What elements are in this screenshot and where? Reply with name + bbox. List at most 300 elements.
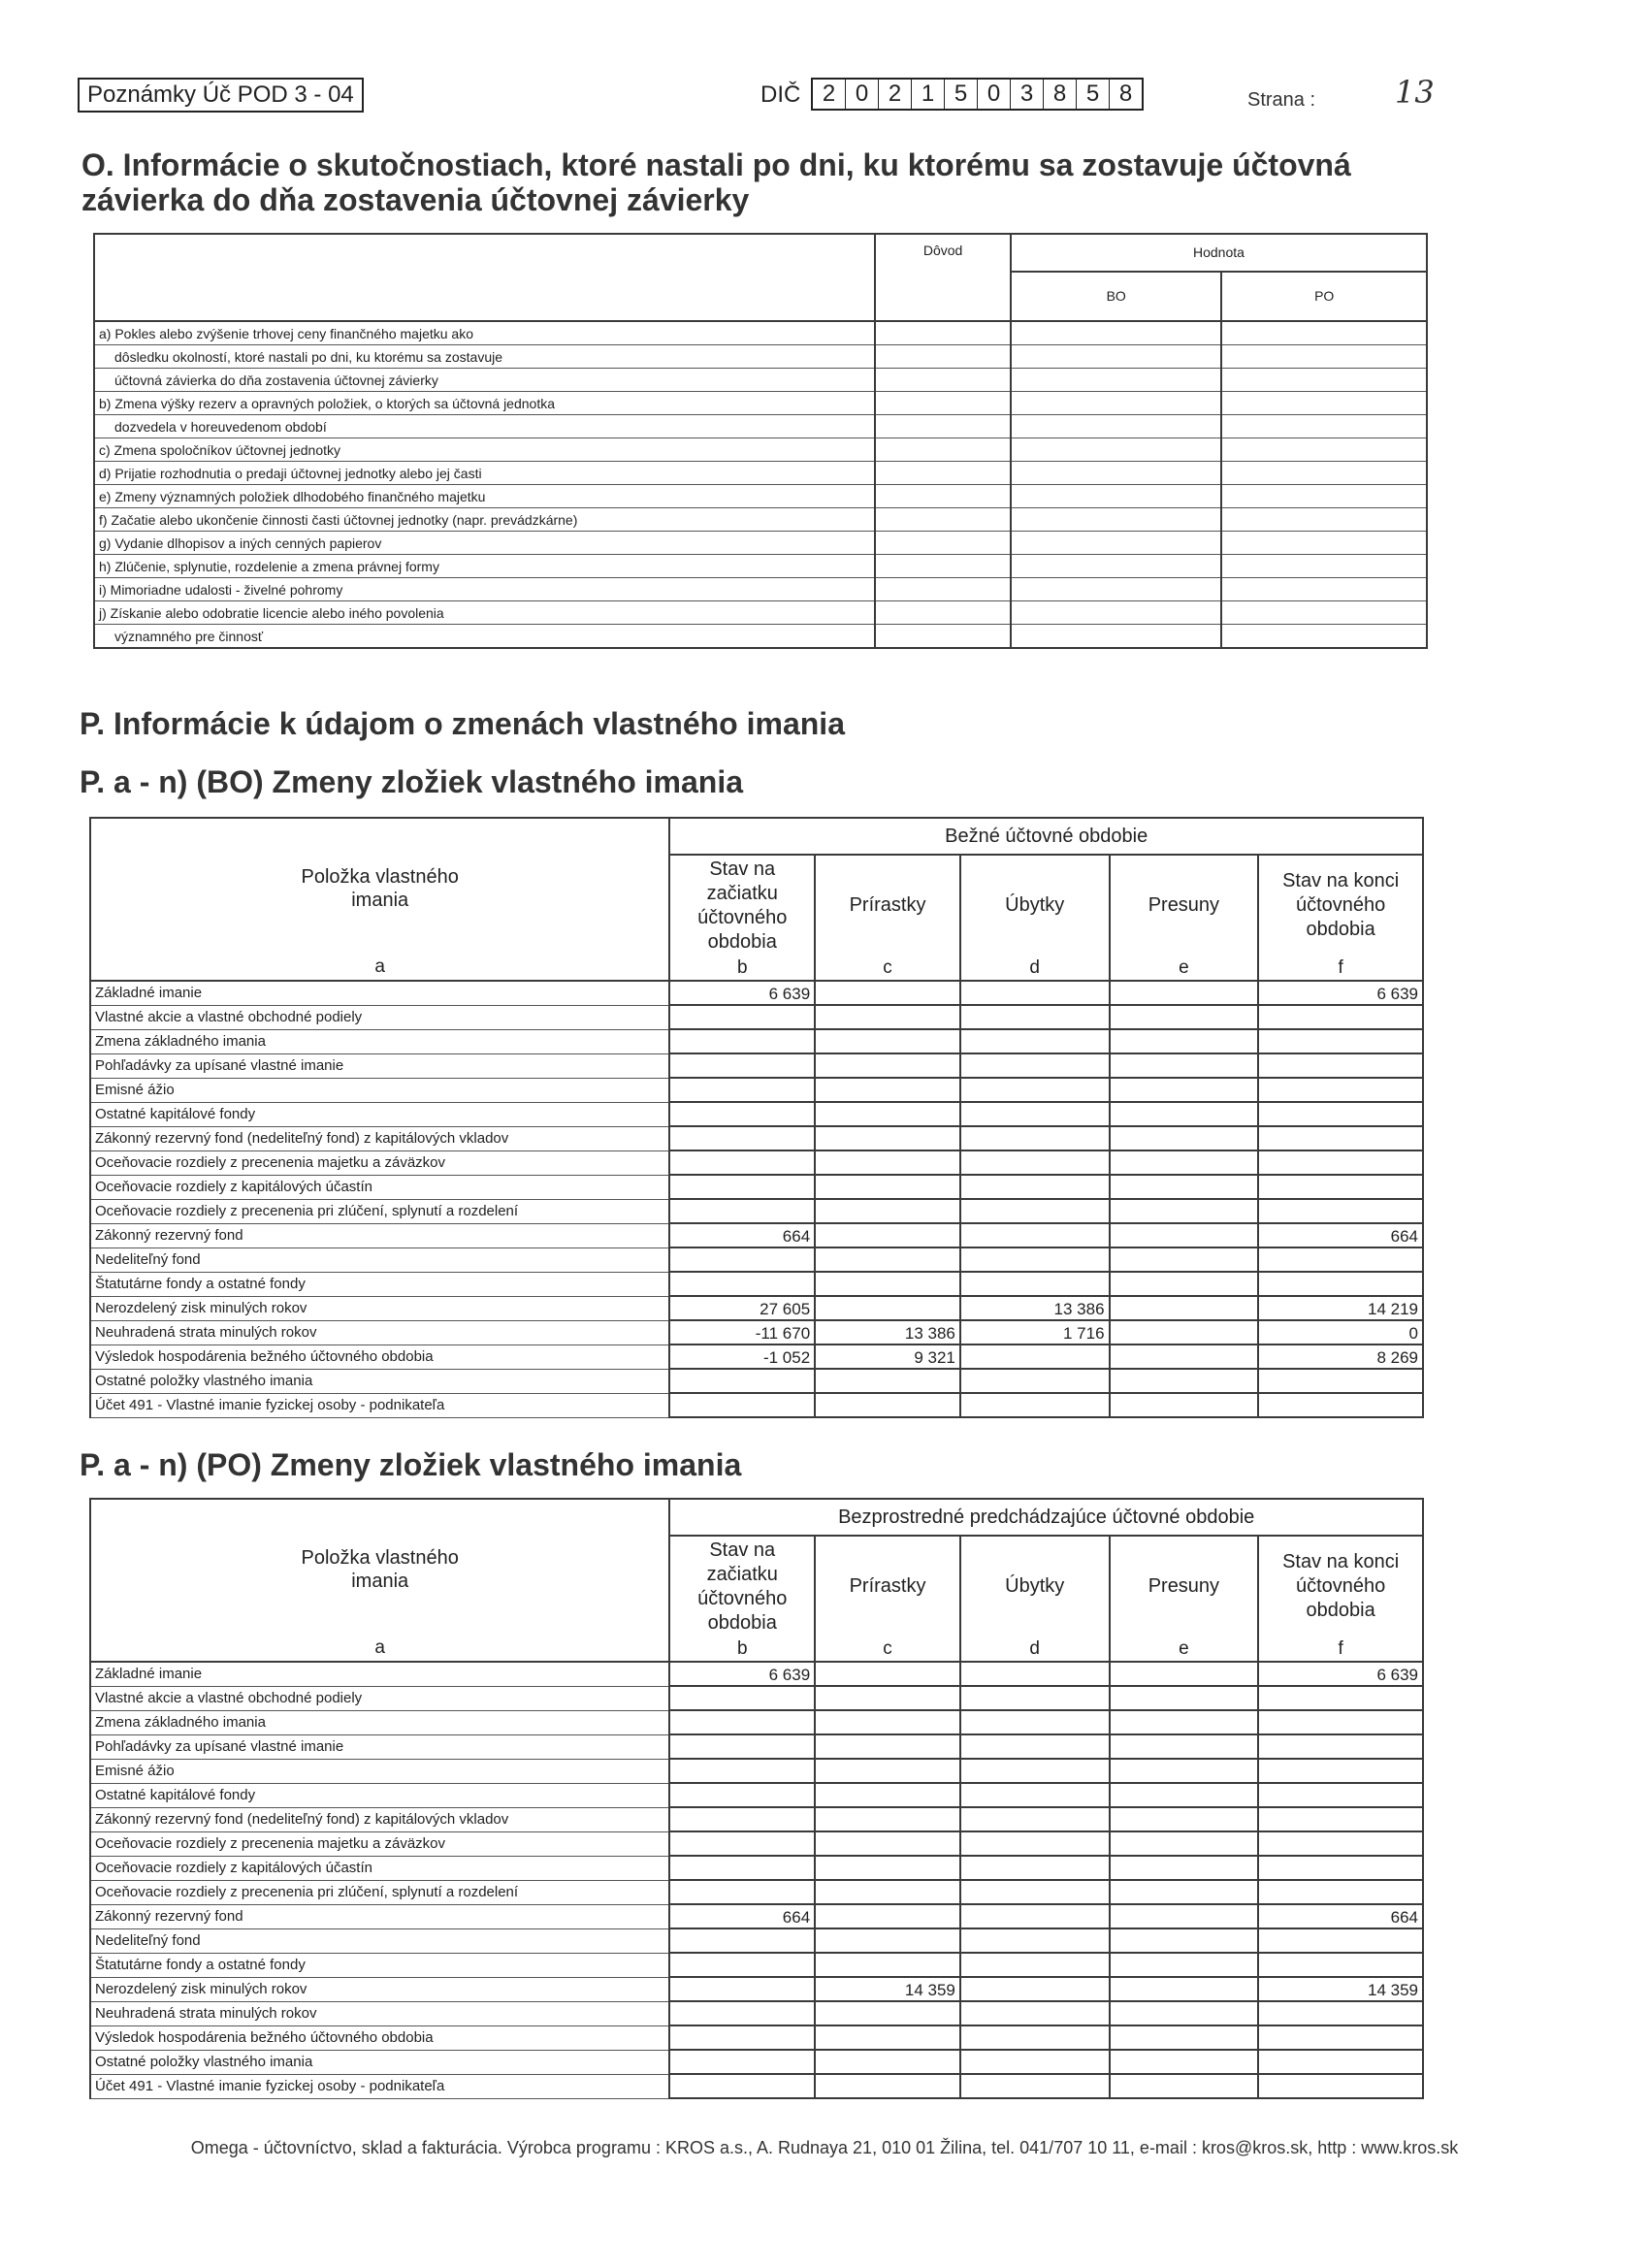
cell-e (1110, 1759, 1259, 1783)
section-o-blank-header (94, 234, 875, 321)
section-o-cell-bo (1011, 415, 1222, 438)
dic-digit: 8 (1044, 80, 1077, 109)
section-o-row (94, 508, 1427, 532)
section-o-cell-dovod (875, 601, 1011, 625)
table-row (90, 1977, 1423, 2001)
section-o-cell-dovod (875, 508, 1011, 532)
table-row (90, 1175, 1423, 1199)
section-o-row-label: j) Získanie alebo odobratie licencie alebo iného povolenia (94, 601, 875, 625)
table-row (90, 1199, 1423, 1223)
section-o-cell-po (1221, 555, 1427, 578)
cell-f (1258, 2050, 1423, 2074)
row-label: Nedeliteľný fond (90, 1247, 669, 1272)
row-label: Zákonný rezervný fond (nedeliteľný fond) z kapitálových vkladov (90, 1807, 669, 1831)
section-o-cell-po (1221, 438, 1427, 462)
row-label: Oceňovacie rozdiely z precenenia pri zlúčení, splynutí a rozdelení (90, 1880, 669, 1904)
table-row (90, 2074, 1423, 2098)
cell-b (669, 1953, 815, 1977)
cell-f (1258, 1856, 1423, 1880)
col-b-line: začiatku (706, 882, 778, 904)
col-f-line: účtovného (1295, 894, 1386, 916)
row-label: Emisné ážio (90, 1078, 669, 1102)
cell-b (669, 2025, 815, 2050)
cell-b (669, 1856, 815, 1880)
cell-f (1258, 1053, 1423, 1078)
row-label: Nerozdelený zisk minulých rokov (90, 1977, 669, 2001)
row-label: Ostatné položky vlastného imania (90, 2050, 669, 2074)
cell-c (815, 1759, 960, 1783)
table-bo-title: P. a - n) (BO) Zmeny zložiek vlastného imania (80, 764, 744, 799)
cell-f (1258, 1199, 1423, 1223)
section-o-cell-po (1221, 462, 1427, 485)
cell-d (960, 1393, 1110, 1417)
cell-c (815, 2074, 960, 2098)
table-row (90, 1662, 1423, 1686)
cell-b (669, 1369, 815, 1393)
cell-b (669, 2050, 815, 2074)
cell-e (1110, 1029, 1259, 1053)
cell-d (960, 1078, 1110, 1102)
cell-e (1110, 1953, 1259, 1977)
section-o-row-label: dôsledku okolností, ktoré nastali po dni, ku ktorému sa zostavuje (94, 345, 875, 369)
row-label: Nedeliteľný fond (90, 1928, 669, 1953)
cell-c (815, 1005, 960, 1029)
table-row (90, 1223, 1423, 1247)
cell-f (1258, 1880, 1423, 1904)
cell-f: 0 (1258, 1320, 1423, 1345)
period-header: Bežné účtovné obdobie (669, 818, 1423, 855)
row-label: Základné imanie (90, 1662, 669, 1686)
cell-d (960, 1247, 1110, 1272)
cell-d (960, 1783, 1110, 1807)
section-o-row-label: i) Mimoriadne udalosti - živelné pohromy (94, 578, 875, 601)
cell-e (1110, 1053, 1259, 1078)
cell-f (1258, 1734, 1423, 1759)
cell-f (1258, 1029, 1423, 1053)
row-label: Výsledok hospodárenia bežného účtovného obdobia (90, 1345, 669, 1369)
table-row (90, 1759, 1423, 1783)
dic-digit: 2 (813, 80, 846, 109)
dic-digit: 2 (879, 80, 912, 109)
cell-b (669, 1078, 815, 1102)
cell-e (1110, 1296, 1259, 1320)
cell-f: 664 (1258, 1904, 1423, 1928)
row-label: Základné imanie (90, 981, 669, 1005)
row-label: Účet 491 - Vlastné imanie fyzickej osoby - podnikateľa (90, 1393, 669, 1417)
footer-text: Omega - účtovníctvo, sklad a fakturácia. Výrobca programu : KROS a.s., A. Rudnaya 21, 010 01 Žilina, tel. 041/707 10 11, e-mail : kros@kros.sk, http : www.kros.sk (190, 2138, 1459, 2157)
col-b-header (669, 1536, 815, 1636)
column-letter: c (815, 956, 960, 981)
dic-digit: 0 (846, 80, 879, 109)
row-label: Ostatné kapitálové fondy (90, 1783, 669, 1807)
col-f-header (1258, 1536, 1423, 1636)
dic-digit: 8 (1118, 81, 1133, 107)
cell-f (1258, 1686, 1423, 1710)
period-header: Bezprostredné predchádzajúce účtovné obdobie (669, 1499, 1423, 1536)
section-o-cell-dovod (875, 625, 1011, 649)
cell-e (1110, 1175, 1259, 1199)
table-row (90, 981, 1423, 1005)
cell-b (669, 1150, 815, 1175)
section-o-title-line2: závierka do dňa zostavenia účtovnej závierky (81, 182, 750, 217)
row-label: Ostatné kapitálové fondy (90, 1102, 669, 1126)
section-o-cell-bo (1011, 508, 1222, 532)
cell-f: 8 269 (1258, 1345, 1423, 1369)
cell-d (960, 1029, 1110, 1053)
cell-b (669, 1102, 815, 1126)
table-row (90, 1078, 1423, 1102)
table-row (90, 1296, 1423, 1320)
cell-c (815, 1880, 960, 1904)
cell-f (1258, 1272, 1423, 1296)
section-o-cell-bo (1011, 601, 1222, 625)
cell-b (669, 1880, 815, 1904)
table-row (90, 1880, 1423, 1904)
cell-e (1110, 1078, 1259, 1102)
cell-b (669, 1005, 815, 1029)
cell-e (1110, 1345, 1259, 1369)
dic-digit: 1 (912, 80, 945, 109)
cell-d (960, 1662, 1110, 1686)
row-label: Emisné ážio (90, 1759, 669, 1783)
cell-d (960, 1345, 1110, 1369)
cell-f (1258, 1126, 1423, 1150)
cell-c (815, 1783, 960, 1807)
section-o-cell-po (1221, 601, 1427, 625)
section-o-cell-dovod (875, 415, 1011, 438)
row-label: Zákonný rezervný fond (90, 1904, 669, 1928)
table-row (90, 1247, 1423, 1272)
cell-f (1258, 1928, 1423, 1953)
section-o-row (94, 438, 1427, 462)
col-c-label: Prírastky (849, 894, 926, 916)
row-label: Oceňovacie rozdiely z precenenia majetku a záväzkov (90, 1150, 669, 1175)
cell-d (960, 2050, 1110, 2074)
cell-b (669, 1029, 815, 1053)
dic-boxes (811, 78, 1144, 111)
cell-d (960, 1807, 1110, 1831)
cell-b: 664 (669, 1904, 815, 1928)
section-o-row (94, 321, 1427, 345)
cell-c (815, 1686, 960, 1710)
cell-d (960, 1175, 1110, 1199)
cell-c: 14 359 (815, 1977, 960, 2001)
col-f-line: účtovného (1295, 1575, 1386, 1597)
table-row (90, 1904, 1423, 1928)
cell-e (1110, 1393, 1259, 1417)
table-row (90, 2050, 1423, 2074)
cell-c (815, 1199, 960, 1223)
cell-d: 1 716 (960, 1320, 1110, 1345)
section-o-cell-bo (1011, 345, 1222, 369)
cell-c (815, 1175, 960, 1199)
section-o-row (94, 555, 1427, 578)
cell-d (960, 2001, 1110, 2025)
cell-e (1110, 1223, 1259, 1247)
col-c-header (815, 855, 960, 956)
table-row (90, 1272, 1423, 1296)
cell-b (669, 1272, 815, 1296)
table-row (90, 2025, 1423, 2050)
row-label: Ostatné položky vlastného imania (90, 1369, 669, 1393)
section-p-title: P. Informácie k údajom o zmenách vlastného imania (80, 706, 845, 741)
section-o-cell-bo (1011, 392, 1222, 415)
section-o-row-label: h) Zlúčenie, splynutie, rozdelenie a zmena právnej formy (94, 555, 875, 578)
section-o-cell-bo (1011, 578, 1222, 601)
section-o-cell-po (1221, 578, 1427, 601)
cell-d (960, 1734, 1110, 1759)
column-letter: d (960, 1636, 1110, 1662)
table-row (90, 1686, 1423, 1710)
cell-b (669, 1734, 815, 1759)
section-o-cell-po (1221, 392, 1427, 415)
cell-b: 6 639 (669, 1662, 815, 1686)
col-b-line: obdobia (707, 1611, 777, 1634)
cell-f (1258, 1759, 1423, 1783)
table-row (90, 1029, 1423, 1053)
section-o-table (93, 233, 1428, 649)
col-d-header (960, 1536, 1110, 1636)
column-letter: f (1258, 1636, 1423, 1662)
cell-e (1110, 1005, 1259, 1029)
section-o-row-label: f) Začatie alebo ukončenie činnosti časti účtovnej jednotky (napr. prevádzkárne) (94, 508, 875, 532)
table-row (90, 1345, 1423, 1369)
column-letter: b (669, 1636, 815, 1662)
cell-f (1258, 1831, 1423, 1856)
row-label: Zákonný rezervný fond (nedeliteľný fond) z kapitálových vkladov (90, 1126, 669, 1150)
row-label: Vlastné akcie a vlastné obchodné podiely (90, 1686, 669, 1710)
cell-e (1110, 2025, 1259, 2050)
cell-d (960, 1831, 1110, 1856)
row-label: Štatutárne fondy a ostatné fondy (90, 1272, 669, 1296)
section-o-row-label: účtovná závierka do dňa zostavenia účtovnej závierky (94, 369, 875, 392)
cell-c (815, 1369, 960, 1393)
cell-c: 9 321 (815, 1345, 960, 1369)
cell-e (1110, 1369, 1259, 1393)
cell-e (1110, 1710, 1259, 1734)
cell-f: 6 639 (1258, 1662, 1423, 1686)
cell-f (1258, 1953, 1423, 1977)
cell-e (1110, 1247, 1259, 1272)
row-label: Neuhradená strata minulých rokov (90, 2001, 669, 2025)
cell-b (669, 1807, 815, 1831)
col-e-header (1110, 1536, 1259, 1636)
col-item-header (90, 818, 669, 981)
page-number: 13 (1395, 74, 1435, 111)
cell-e (1110, 1734, 1259, 1759)
cell-b: -1 052 (669, 1345, 815, 1369)
col-dovod: Dôvod (875, 234, 1011, 321)
col-item-line1: Položka vlastného (301, 866, 459, 888)
form-label: Poznámky Úč POD 3 - 04 (78, 78, 364, 113)
cell-b: 27 605 (669, 1296, 815, 1320)
cell-f (1258, 1710, 1423, 1734)
cell-f (1258, 2001, 1423, 2025)
cell-c (815, 1102, 960, 1126)
row-label: Nerozdelený zisk minulých rokov (90, 1296, 669, 1320)
cell-b: 664 (669, 1223, 815, 1247)
cell-f (1258, 2074, 1423, 2098)
section-o-cell-bo (1011, 625, 1222, 649)
cell-e (1110, 1928, 1259, 1953)
col-c-header (815, 1536, 960, 1636)
cell-b (669, 1393, 815, 1417)
cell-b (669, 1977, 815, 2001)
cell-e (1110, 2050, 1259, 2074)
cell-f (1258, 1078, 1423, 1102)
cell-f: 6 639 (1258, 981, 1423, 1005)
column-letter: f (1258, 956, 1423, 981)
table-row (90, 1856, 1423, 1880)
cell-c (815, 1856, 960, 1880)
cell-d (960, 2025, 1110, 2050)
section-o-cell-po (1221, 415, 1427, 438)
cell-b (669, 1175, 815, 1199)
row-label: Účet 491 - Vlastné imanie fyzickej osoby - podnikateľa (90, 2074, 669, 2098)
row-label: Oceňovacie rozdiely z precenenia pri zlúčení, splynutí a rozdelení (90, 1199, 669, 1223)
table-row (90, 1320, 1423, 1345)
cell-f: 14 219 (1258, 1296, 1423, 1320)
table-row (90, 1369, 1423, 1393)
col-e-label: Presuny (1148, 1575, 1220, 1597)
section-o-row (94, 369, 1427, 392)
row-label: Oceňovacie rozdiely z kapitálových účastín (90, 1175, 669, 1199)
section-o-cell-bo (1011, 555, 1222, 578)
section-o-cell-dovod (875, 321, 1011, 345)
cell-e (1110, 1272, 1259, 1296)
cell-e (1110, 1904, 1259, 1928)
table-bo (89, 817, 1424, 1418)
cell-c (815, 1904, 960, 1928)
section-o-row-label: c) Zmena spoločníkov účtovnej jednotky (94, 438, 875, 462)
cell-d (960, 1126, 1110, 1150)
table-row (90, 1710, 1423, 1734)
col-f-line: obdobia (1306, 919, 1375, 940)
cell-e (1110, 1150, 1259, 1175)
section-o-row (94, 532, 1427, 555)
cell-c (815, 1734, 960, 1759)
table-row (90, 1150, 1423, 1175)
cell-c: 13 386 (815, 1320, 960, 1345)
dic-digit: 3 (1011, 80, 1044, 109)
cell-c (815, 2025, 960, 2050)
col-b-line: obdobia (707, 930, 777, 953)
col-b-line: Stav na (709, 1539, 776, 1561)
col-d-label: Úbytky (1005, 1575, 1065, 1597)
section-o-row (94, 625, 1427, 649)
section-o-row (94, 462, 1427, 485)
cell-d (960, 1686, 1110, 1710)
cell-d (960, 1904, 1110, 1928)
cell-c (815, 1296, 960, 1320)
section-o-row (94, 415, 1427, 438)
col-b-line: účtovného (697, 906, 788, 928)
cell-b (669, 1053, 815, 1078)
section-o-cell-po (1221, 485, 1427, 508)
section-o-cell-bo (1011, 369, 1222, 392)
section-o-cell-dovod (875, 555, 1011, 578)
cell-d (960, 1856, 1110, 1880)
col-bo: BO (1011, 272, 1222, 321)
section-o-cell-po (1221, 345, 1427, 369)
section-o-cell-po (1221, 321, 1427, 345)
section-o-row (94, 485, 1427, 508)
cell-e (1110, 1783, 1259, 1807)
cell-f (1258, 1247, 1423, 1272)
section-o-row-label: g) Vydanie dlhopisov a iných cenných papierov (94, 532, 875, 555)
cell-d: 13 386 (960, 1296, 1110, 1320)
cell-e (1110, 1662, 1259, 1686)
cell-b (669, 1759, 815, 1783)
cell-b (669, 1928, 815, 1953)
col-item-header (90, 1499, 669, 1662)
col-f-line: obdobia (1306, 1600, 1375, 1621)
col-d-header (960, 855, 1110, 956)
section-o-title-line1: O. Informácie o skutočnostiach, ktoré nastali po dni, ku ktorému sa zostavuje účtovná (81, 147, 1351, 182)
section-o-row (94, 345, 1427, 369)
cell-d (960, 1005, 1110, 1029)
cell-d (960, 1102, 1110, 1126)
cell-d (960, 1369, 1110, 1393)
table-row (90, 1783, 1423, 1807)
cell-d (960, 1759, 1110, 1783)
cell-b (669, 1831, 815, 1856)
table-row (90, 1102, 1423, 1126)
page-label: Strana : (1247, 89, 1316, 111)
cell-c (815, 1662, 960, 1686)
table-row (90, 1953, 1423, 1977)
section-o-cell-bo (1011, 438, 1222, 462)
cell-e (1110, 1856, 1259, 1880)
cell-c (815, 1223, 960, 1247)
table-row (90, 1928, 1423, 1953)
cell-d (960, 1710, 1110, 1734)
col-item-line2: imania (351, 890, 409, 911)
section-o-row-label: b) Zmena výšky rezerv a opravných položiek, o ktorých sa účtovná jednotka (94, 392, 875, 415)
cell-c (815, 1831, 960, 1856)
row-label: Pohľadávky za upísané vlastné imanie (90, 1734, 669, 1759)
row-label: Štatutárne fondy a ostatné fondy (90, 1953, 669, 1977)
cell-f: 14 359 (1258, 1977, 1423, 2001)
cell-c (815, 1272, 960, 1296)
row-label: Zmena základného imania (90, 1710, 669, 1734)
row-label: Vlastné akcie a vlastné obchodné podiely (90, 1005, 669, 1029)
cell-e (1110, 1880, 1259, 1904)
section-o-row (94, 578, 1427, 601)
column-letter: a (374, 956, 385, 977)
section-o-row-label: významného pre činnosť (94, 625, 875, 649)
section-o-cell-po (1221, 625, 1427, 649)
table-po-title: P. a - n) (PO) Zmeny zložiek vlastného imania (80, 1447, 742, 1482)
col-f-line: Stav na konci (1282, 1551, 1400, 1572)
dic-digit: 5 (1077, 80, 1110, 109)
row-label: Výsledok hospodárenia bežného účtovného obdobia (90, 2025, 669, 2050)
cell-f (1258, 1150, 1423, 1175)
cell-d (960, 1223, 1110, 1247)
cell-e (1110, 1126, 1259, 1150)
section-o-cell-po (1221, 369, 1427, 392)
cell-d (960, 1150, 1110, 1175)
cell-c (815, 1029, 960, 1053)
section-o-row-label: dozvedela v horeuvedenom období (94, 415, 875, 438)
section-o-row-label: d) Prijatie rozhodnutia o predaji účtovnej jednotky alebo jej časti (94, 462, 875, 485)
cell-d (960, 1199, 1110, 1223)
dic-label: DIČ (760, 81, 801, 108)
cell-e (1110, 2001, 1259, 2025)
section-o-cell-dovod (875, 532, 1011, 555)
cell-c (815, 2001, 960, 2025)
cell-d (960, 1272, 1110, 1296)
